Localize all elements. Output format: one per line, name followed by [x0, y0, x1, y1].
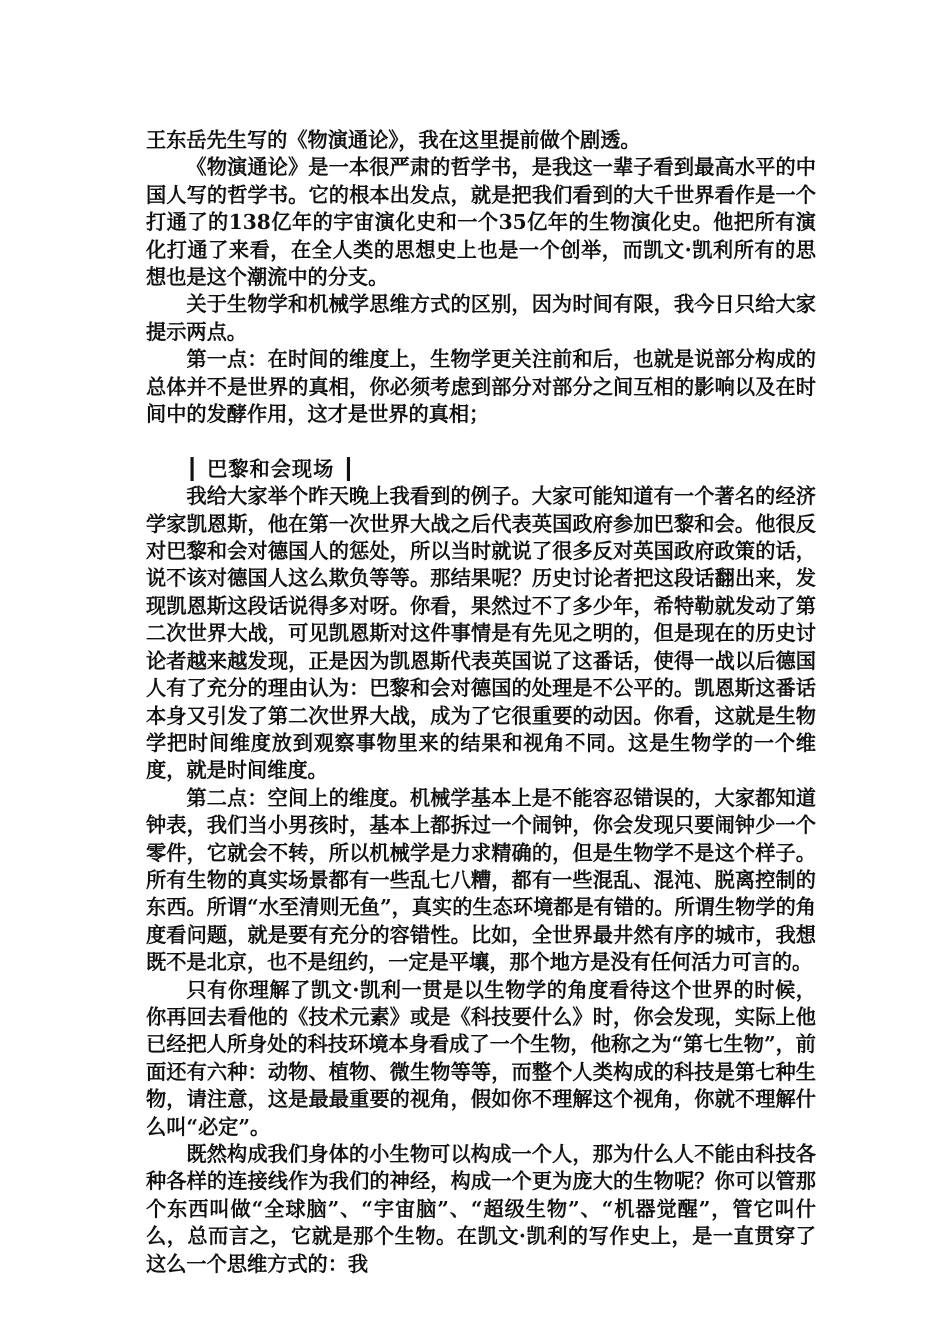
paragraph-global-brain: 既然构成我们身体的小生物可以构成一个人，那为什么人不能由科技各种各样的连接线作为我们的神经，构成一个更为庞大的生物呢？你可以管那个东西叫做“全球脑”、“宇宙脑”、“超级生物”、“机器觉醒”，管它叫什么，总而言之，它就是那个生物。在凯文·凯利的写作史上，是一直贯穿了这么一个思维方式的：我 [146, 1142, 816, 1276]
paragraph-second-point: 第二点：空间上的维度。机械学基本上是不能容忍错误的，大家都知道钟表，我们当小男孩时，基本上都拆过一个闹钟，你会发现只要闹钟少一个零件，它就会不转，所以机械学是力求精确的，但是生物学不是这个样子。所有生物的真实场景都有一些乱七八糟，都有一些混乱、混沌、脱离控制的东西。所谓“水至清则无鱼”，真实的生态环境都是有错的。所谓生物学的角度看问题，就是要有充分的容错性。比如，全世界最井然有序的城市，我想既不是北京，也不是纽约，一定是平壤，那个地方是没有任何活力可言的。 [146, 785, 816, 975]
article-body [146, 127, 816, 1278]
paragraph-intro: 王东岳先生写的《物演通论》，我在这里提前做个剧透。 [146, 128, 641, 152]
paragraph-first-point: 第一点：在时间的维度上，生物学更关注前和后，也就是说部分构成的总体并不是世界的真相，你必须考虑到部分对部分之间互相的影响以及在时间中的发酵作用，这才是世界的真相； [146, 347, 816, 427]
section-heading: ┃ 巴黎和会现场 ┃ [186, 456, 356, 481]
paragraph-book-description: 《物演通论》是一本很严肃的哲学书，是我这一辈子看到最高水平的中国人写的哲学书。它的根本出发点，就是把我们看到的大千世界看作是一个打通了的138亿年的宇宙演化史和一个35亿年的生物演化史。他把所有演化打通了来看，在全人类的思想史上也是一个创举，而凯文·凯利所有的思想也是这个潮流中的分支。 [146, 155, 816, 290]
paragraph-seventh-kingdom: 只有你理解了凯文·凯利一贯是以生物学的角度看待这个世界的时候，你再回去看他的《技术元素》或是《科技要什么》时，你会发现，实际上他已经把人所身处的科技环境本身看成了一个生物，他称之为“第七生物”，前面还有六种：动物、植物、微生物等等，而整个人类构成的科技是第七种生物，请注意，这是最最重要的视角，假如你不理解这个视角，你就不理解什么叫“必定”。 [146, 977, 816, 1139]
paragraph-keynes-example: 我给大家举个昨天晚上我看到的例子。大家可能知道有一个著名的经济学家凯恩斯，他在第一次世界大战之后代表英国政府参加巴黎和会。他很反对巴黎和会对德国人的惩处，所以当时就说了很多反对英国政府政策的话，说不该对德国人这么欺负等等。那结果呢？历史讨论者把这段话翻出来，发现凯恩斯这段话说得多对呀。你看，果然过不了多少年，希特勒就发动了第二次世界大战，可见凯恩斯对这件事情是有先见之明的，但是现在的历史讨论者越来越发现，正是因为凯恩斯代表英国说了这番话，使得一战以后德国人有了充分的理由认为：巴黎和会对德国的处理是不公平的。凯恩斯这番话本身又引发了第二次世界大战，成为了它很重要的动因。你看，这就是生物学把时间维度放到观察事物里来的结果和视角不同。这是生物学的一个维度，就是时间维度。 [146, 484, 816, 783]
paragraph-two-points-intro: 关于生物学和机械学思维方式的区别，因为时间有限，我今日只给大家提示两点。 [146, 292, 816, 344]
paragraph-spacer [146, 428, 816, 455]
